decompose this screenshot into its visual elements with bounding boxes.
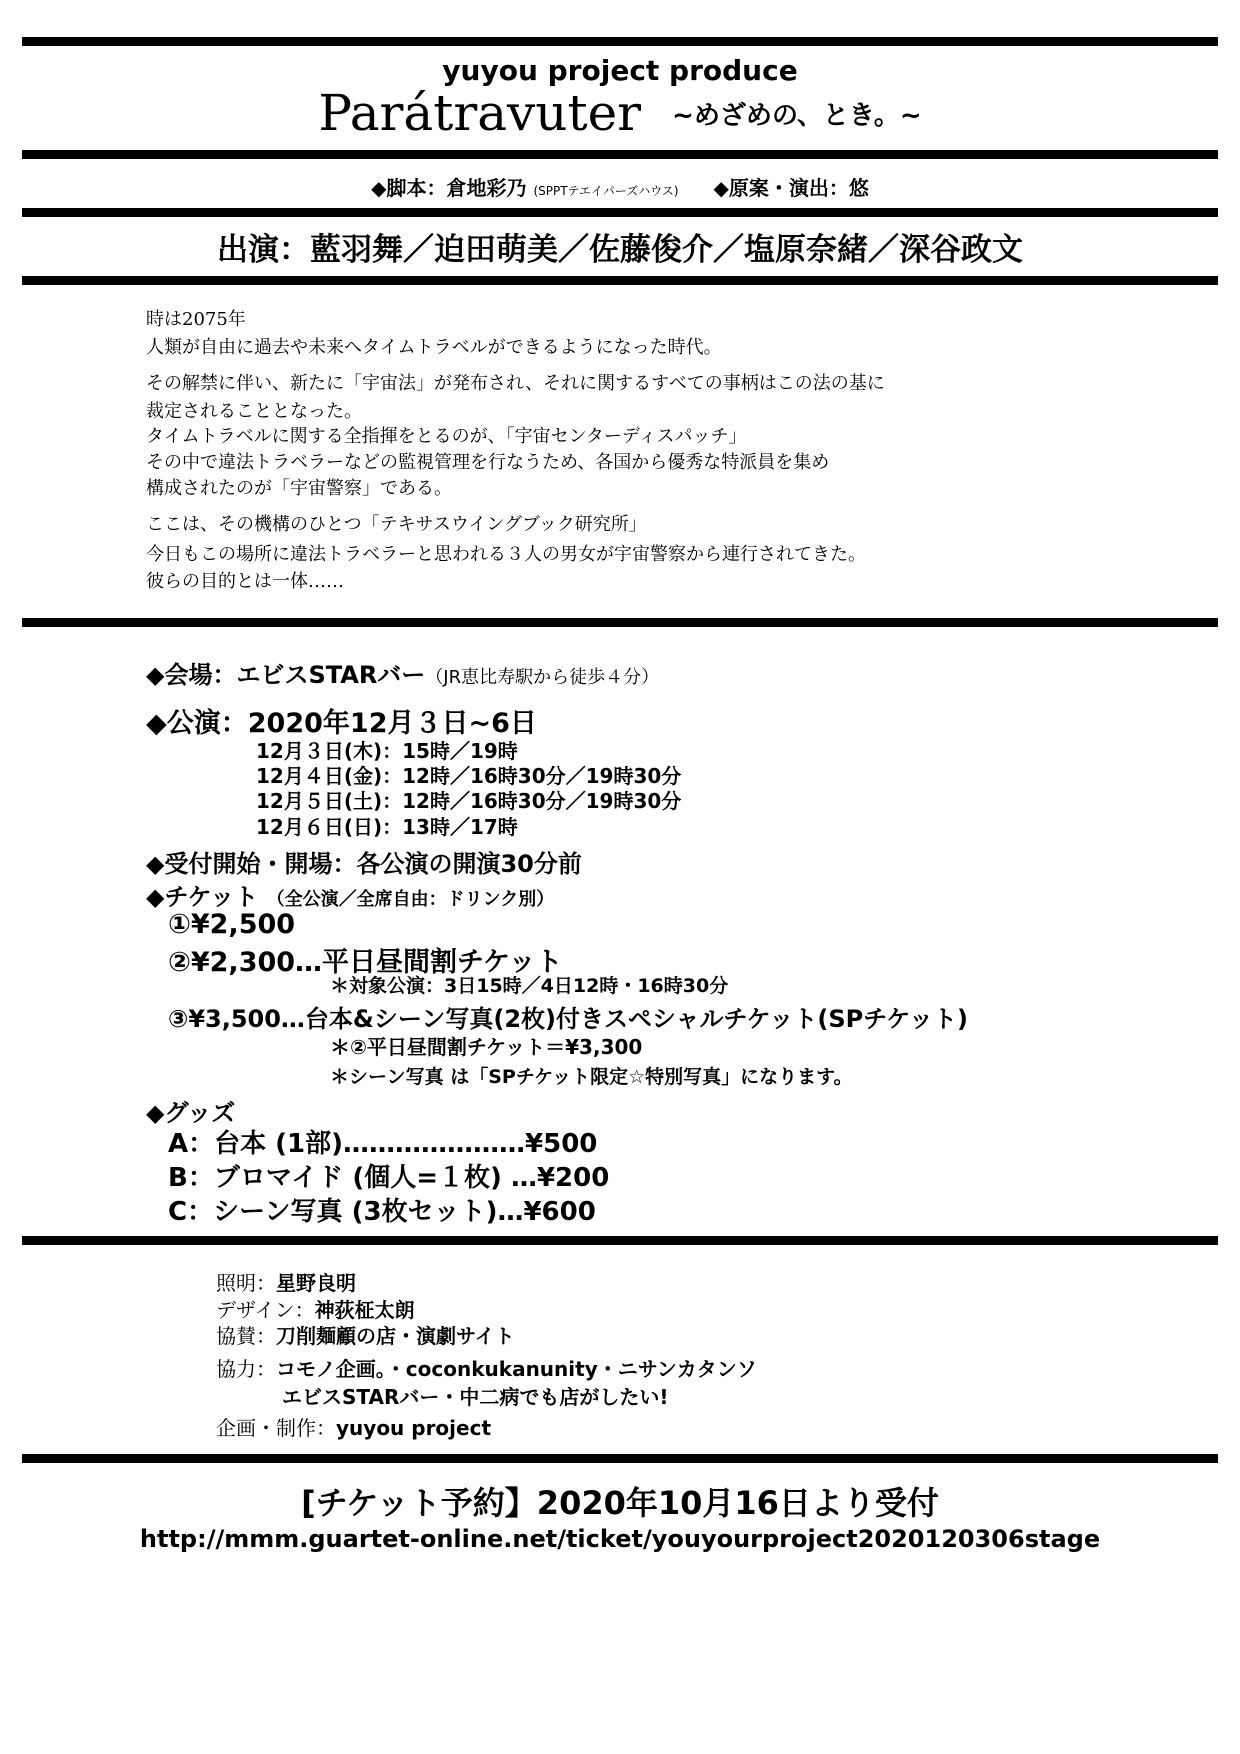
goods-label: ◆グッズ xyxy=(146,1099,236,1127)
credit-row xyxy=(216,1412,491,1441)
ticket-note: ＊シーン写真 は「SPチケット限定☆特別写真」になります。 xyxy=(330,1066,853,1088)
ticket-reservation: [チケット予約】2020年10月16日より受付 xyxy=(301,1484,939,1522)
divider xyxy=(22,1236,1218,1245)
goods-item: C：シーン写真 (3枚セット)…¥600 xyxy=(168,1197,596,1227)
story-line: 今日もこの場所に違法トラベラーと思われる３人の男女が宇宙警察から連行されてきた。 xyxy=(146,544,866,565)
divider xyxy=(22,208,1218,217)
credit-role: 協力： xyxy=(216,1357,276,1381)
credit-role: 照明： xyxy=(216,1271,276,1295)
story-line: ここは、その機構のひとつ「テキサスウイングブック研究所」 xyxy=(146,514,647,535)
script-affiliation: (SPPTテエイパーズハウス) xyxy=(533,184,679,198)
story-line: 彼らの目的とは一体…… xyxy=(146,571,344,592)
staff-line xyxy=(0,172,1240,201)
story-line: その解禁に伴い、新たに「宇宙法」が発布され、それに関するすべての事柄はこの法の基に xyxy=(146,373,885,394)
ticket-item: ③¥3,500…台本&シーン写真(2枚)付きスペシャルチケット(SPチケット) xyxy=(168,1005,969,1033)
credit-row xyxy=(216,1353,757,1382)
performance-dates: ◆公演：2020年12月３日~6日 xyxy=(146,708,537,739)
concept-credit: ◆原案・演出：悠 xyxy=(713,176,869,200)
ticket-line xyxy=(146,877,554,912)
story-line: 時は2075年 xyxy=(146,309,246,330)
story-line: 人類が自由に過去や未来へタイムトラベルができるようになった時代。 xyxy=(146,337,722,358)
ticket-note: （全公演／全席自由：ドリンク別） xyxy=(266,889,555,910)
ticket-label: ◆チケット xyxy=(146,883,259,911)
divider xyxy=(22,1454,1218,1463)
credit-name: コモノ企画。・coconkukanunity・ニサンカタンソ xyxy=(276,1357,757,1381)
goods-item: B：ブロマイド (個人=１枚) …¥200 xyxy=(168,1163,610,1193)
schedule-row: 12月５日(土)：12時／16時30分／19時30分 xyxy=(256,789,682,813)
goods-item: A：台本 (1部)…………………¥500 xyxy=(168,1129,598,1159)
credit-row xyxy=(216,1294,415,1323)
story-line: タイムトラベルに関する全指揮をとるのが、「宇宙センターディスパッチ」 xyxy=(146,426,747,447)
credit-row xyxy=(216,1267,356,1296)
ticket-item: ①¥2,500 xyxy=(168,909,296,940)
reservation-url[interactable]: http://mmm.guartet-online.net/ticket/youyourproject2020120306stage xyxy=(139,1525,1101,1553)
divider xyxy=(22,276,1218,285)
divider xyxy=(22,37,1218,46)
open-time: ◆受付開始・開場：各公演の開演30分前 xyxy=(146,850,582,878)
schedule-row: 12月３日(木)：15時／19時 xyxy=(256,739,518,763)
credit-name: yuyou project xyxy=(336,1416,492,1440)
page-subtitle: ~めざめの、とき。~ xyxy=(672,100,922,131)
divider xyxy=(22,618,1218,627)
credit-role: 協賛： xyxy=(216,1324,276,1348)
produce-line: yuyou project produce xyxy=(442,54,798,87)
ticket-note: ＊対象公演：3日15時／4日12時・16時30分 xyxy=(330,975,729,997)
divider xyxy=(22,150,1218,159)
cast-label: 出演： xyxy=(217,232,310,268)
ticket-note: ＊②平日昼間割チケット＝¥3,300 xyxy=(330,1035,643,1059)
schedule-row: 12月４日(金)：12時／16時30分／19時30分 xyxy=(256,764,682,788)
story-line: 構成されたのが「宇宙警察」である。 xyxy=(146,478,452,499)
title-block xyxy=(0,84,1240,142)
credit-name: 星野良明 xyxy=(276,1271,356,1295)
credit-row xyxy=(216,1320,515,1349)
page-title: Parátravuter xyxy=(318,84,642,142)
credit-role: デザイン： xyxy=(216,1298,315,1322)
credit-name: 神荻柾太朗 xyxy=(314,1298,415,1322)
story-line: 裁定されることとなった。 xyxy=(146,401,362,422)
schedule-row: 12月６日(日)：13時／17時 xyxy=(256,815,518,839)
script-credit: ◆脚本：倉地彩乃 xyxy=(371,176,527,200)
cast-names: 藍羽舞／迫田萌美／佐藤俊介／塩原奈緒／深谷政文 xyxy=(310,232,1023,268)
credit-role: 企画・制作： xyxy=(216,1416,336,1440)
ticket-item: ②¥2,300…平日昼間割チケット xyxy=(168,947,563,978)
venue-note: （JR恵比寿駅から徒歩４分） xyxy=(425,667,660,688)
venue-line xyxy=(146,655,659,690)
credit-name: 刀削麺顧の店・演劇サイト xyxy=(276,1324,515,1348)
venue: ◆会場：エビスSTARバー xyxy=(146,661,426,689)
story-line: その中で違法トラベラーなどの監視管理を行なうため、各国から優秀な特派員を集め xyxy=(146,452,830,473)
credit-continuation: エビスSTARバー・中二病でも店がしたい! xyxy=(282,1385,669,1409)
cast-line xyxy=(0,224,1240,269)
